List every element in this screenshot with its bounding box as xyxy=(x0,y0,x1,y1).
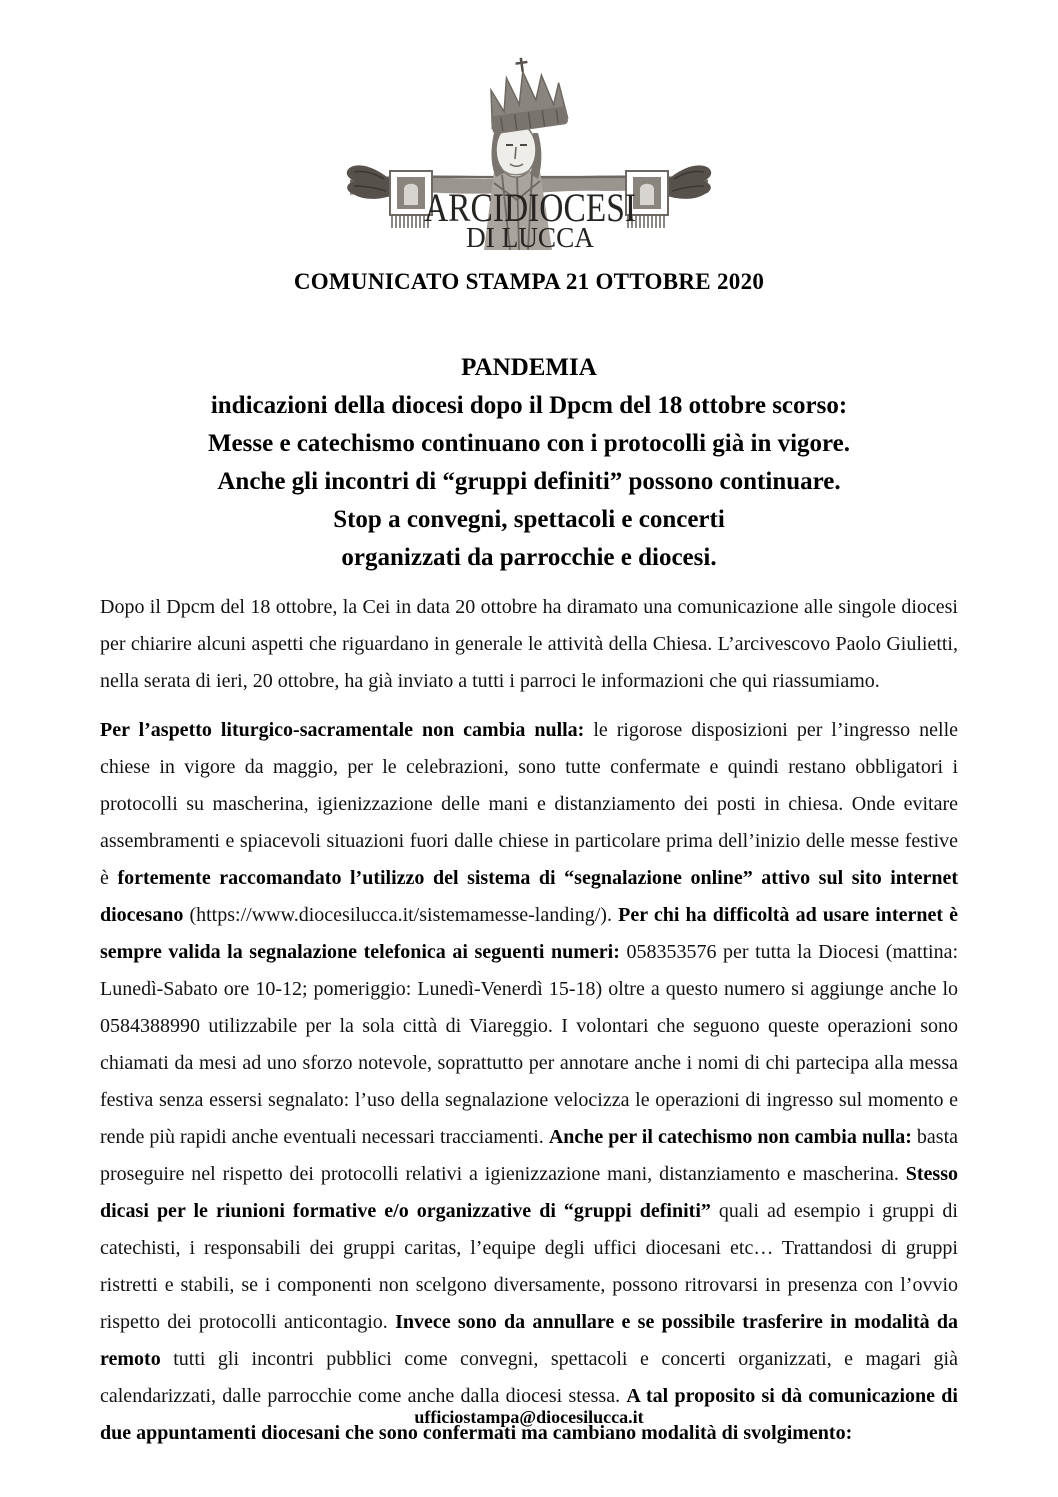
body-paragraph-2: Per l’aspetto liturgico-sacramentale non cambia nulla: le rigorose disposizioni per l’ingresso nelle chiese in vigore da maggio, per le celebrazioni, sono tutte confermate e quindi restano obbligatori i protocolli su mascherina, igienizzazione delle mani e distanziamento dei posti in chiesa. Onde evitare assembramenti e spiacevoli situazioni fuori dalle chiese in particolare prima dell’inizio delle messe festive è fortemente raccomandato l’utilizzo del sistema di “segnalazione online” attivo sul sito internet diocesano (https://www.diocesilucca.it/sistemamesse-landing/). Per chi ha difficoltà ad usare internet è sempre valida la segnalazione telefonica ai seguenti numeri: 058353576 per tutta la Diocesi (mattina: Lunedì-Sabato ore 10-12; pomeriggio: Lunedì-Venerdì 15-18) oltre a questo numero si aggiunge anche lo 0584388990 utilizzabile per la sola città di Viareggio. I volontari che seguono queste operazioni sono chiamati da mesi ad uno sforzo notevole, soprattutto per annotare anche i nomi di chi partecipa alla messa festiva senza essersi segnalato: l’uso della segnalazione velocizza le operazioni di ingresso sul momento e rende più rapidi anche eventuali necessari tracciamenti. Anche per il catechismo non cambia nulla: basta proseguire nel rispetto dei protocolli relativi a igienizzazione mani, distanziamento e mascherina. Stesso dicasi per le riunioni formative e/o organizzative di “gruppi definiti” quali ad esempio i gruppi di catechisti, i responsabili dei gruppi caritas, l’equipe degli uffici diocesani etc… Trattandosi di gruppi ristretti e stabili, se i componenti non scelgono diversamente, possono ritrovarsi in presenza con l’ovvio rispetto dei protocolli anticontagio. Invece sono da annullare e se possibile trasferire in modalità da remoto tutti gli incontri pubblici come convegni, spettacoli e concerti organizzati, e magari già calendarizzati, dalle parrocchie come anche dalla diocesi stessa. A tal proposito si dà comunicazione di due appuntamenti diocesani che sono confermati ma cambiano modalità di svolgimento: xyxy=(100,719,959,1444)
arcidiocesi-lucca-logo xyxy=(344,55,714,250)
body-paragraph-1: Dopo il Dpcm del 18 ottobre, la Cei in data 20 ottobre ha diramato una comunicazione alle singole diocesi per chiarire alcuni aspetti che riguardano in generale le attività della Chiesa. L’arcivescovo Paolo Giulietti, nella serata di ieri, 20 ottobre, ha già inviato a tutti i parroci le informazioni che qui riassumiamo. xyxy=(100,596,958,692)
document-title xyxy=(0,349,1058,577)
logo-org-name: ARCIDIOCESI xyxy=(424,185,636,230)
volto-santo-figure-icon xyxy=(344,55,714,250)
document-title-line: Stop a convegni, spettacoli e concerti xyxy=(333,506,725,533)
document-title-line: organizzati da parrocchie e diocesi. xyxy=(341,544,717,571)
document-body xyxy=(100,589,958,1452)
crown-icon xyxy=(483,55,568,134)
document-title-line: Messe e catechismo continuano con i protocolli già in vigore. xyxy=(207,430,851,457)
document-title-line: Anche gli incontri di “gruppi definiti” possono continuare. xyxy=(217,468,841,495)
document-title-line: PANDEMIA xyxy=(461,354,597,381)
footer-email: ufficiostampa@diocesilucca.it xyxy=(414,1407,644,1427)
press-release-heading: COMUNICATO STAMPA 21 OTTOBRE 2020 xyxy=(293,269,765,294)
document-title-line: indicazioni della diocesi dopo il Dpcm del 18 ottobre scorso: xyxy=(210,392,848,419)
logo-org-subname: DI LUCCA xyxy=(466,223,595,250)
